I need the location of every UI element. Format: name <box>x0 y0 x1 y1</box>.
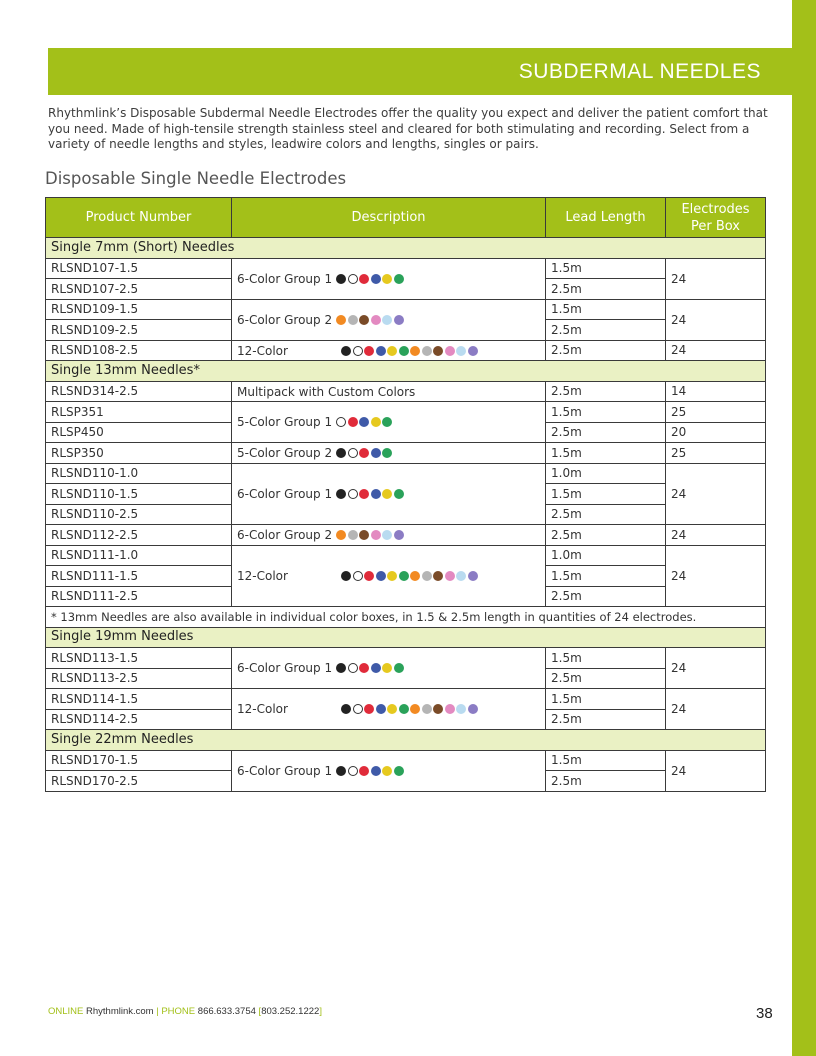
yellow-color-dot <box>382 766 392 776</box>
pink-color-dot <box>445 571 455 581</box>
intro-paragraph: Rhythmlink’s Disposable Subdermal Needle Electrodes offer the quality you expect and deliver the patient comfort that you need. Made of high-tensile strength stainless steel and cleared for both stimulating and recording. Select from a variety of needle lengths and styles, leadwire colors and lengths, singles or pairs. <box>48 106 768 151</box>
pink-color-dot <box>445 704 455 714</box>
color-swatches <box>336 448 392 458</box>
lead-length: 1.5m <box>546 689 666 710</box>
description-text: 6-Color Group 1 <box>237 661 333 676</box>
color-swatches <box>336 417 392 427</box>
lead-length: 1.5m <box>546 299 666 320</box>
brown-color-dot <box>359 530 369 540</box>
lead-length: 1.5m <box>546 648 666 669</box>
description-text: 6-Color Group 2 <box>237 312 333 327</box>
color-swatches <box>336 274 404 284</box>
table-row <box>46 340 766 361</box>
description-text: 5-Color Group 1 <box>237 415 333 430</box>
orange-color-dot <box>410 346 420 356</box>
yellow-color-dot <box>371 417 381 427</box>
white-color-dot <box>353 346 363 356</box>
product-number: RLSND111-1.0 <box>46 545 232 566</box>
description-cell <box>232 689 546 730</box>
description-text: 6-Color Group 1 <box>237 271 333 286</box>
table-row <box>46 258 766 279</box>
product-number: RLSND107-1.5 <box>46 258 232 279</box>
purple-color-dot <box>468 346 478 356</box>
lead-length: 2.5m <box>546 504 666 525</box>
black-color-dot <box>341 704 351 714</box>
product-number: RLSP351 <box>46 402 232 423</box>
blue-color-dot <box>376 346 386 356</box>
blue-color-dot <box>371 448 381 458</box>
lead-length: 2.5m <box>546 709 666 730</box>
table-row <box>46 402 766 423</box>
description-cell <box>232 545 546 607</box>
black-color-dot <box>341 571 351 581</box>
group-label: Single 13mm Needles* <box>46 361 766 382</box>
white-color-dot <box>348 448 358 458</box>
red-color-dot <box>359 663 369 673</box>
description-cell <box>232 299 546 340</box>
description-cell <box>232 750 546 791</box>
per-box: 24 <box>666 545 766 607</box>
product-number: RLSP350 <box>46 443 232 464</box>
per-box: 24 <box>666 299 766 340</box>
group-label: Single 22mm Needles <box>46 730 766 751</box>
product-number: RLSND109-2.5 <box>46 320 232 341</box>
per-box: 14 <box>666 381 766 402</box>
group-row <box>46 238 766 259</box>
lead-length: 1.5m <box>546 750 666 771</box>
blue-color-dot <box>376 704 386 714</box>
phone-label: PHONE <box>161 1006 196 1017</box>
black-color-dot <box>336 766 346 776</box>
color-swatches <box>336 663 404 673</box>
gray-color-dot <box>422 571 432 581</box>
description-cell <box>232 258 546 299</box>
green-color-dot <box>394 274 404 284</box>
lead-length: 2.5m <box>546 668 666 689</box>
green-color-dot <box>399 571 409 581</box>
red-color-dot <box>364 346 374 356</box>
table-row <box>46 525 766 546</box>
gray-color-dot <box>422 346 432 356</box>
brown-color-dot <box>359 315 369 325</box>
product-number: RLSND110-1.5 <box>46 484 232 505</box>
yellow-color-dot <box>387 346 397 356</box>
lead-length: 1.5m <box>546 484 666 505</box>
yellow-color-dot <box>382 489 392 499</box>
lead-length: 2.5m <box>546 340 666 361</box>
product-number: RLSND111-2.5 <box>46 586 232 607</box>
description-text: 12-Color <box>237 343 288 358</box>
lead-length: 2.5m <box>546 586 666 607</box>
green-color-dot <box>399 346 409 356</box>
pink-color-dot <box>371 530 381 540</box>
lead-length: 1.0m <box>546 463 666 484</box>
lead-length: 1.0m <box>546 545 666 566</box>
color-swatches <box>336 315 404 325</box>
product-number: RLSND113-1.5 <box>46 648 232 669</box>
per-box: 24 <box>666 525 766 546</box>
product-number: RLSND108-2.5 <box>46 340 232 361</box>
black-color-dot <box>336 448 346 458</box>
green-color-dot <box>382 448 392 458</box>
black-color-dot <box>341 346 351 356</box>
color-swatches <box>341 704 478 714</box>
purple-color-dot <box>468 704 478 714</box>
gray-color-dot <box>348 530 358 540</box>
description-text: 6-Color Group 1 <box>237 763 333 778</box>
white-color-dot <box>348 489 358 499</box>
product-number: RLSND110-2.5 <box>46 504 232 525</box>
purple-color-dot <box>394 530 404 540</box>
black-color-dot <box>336 274 346 284</box>
product-number: RLSND170-2.5 <box>46 771 232 792</box>
per-box: 20 <box>666 422 766 443</box>
white-color-dot <box>348 766 358 776</box>
white-color-dot <box>336 417 346 427</box>
product-table <box>45 197 766 792</box>
lead-length: 2.5m <box>546 525 666 546</box>
product-number: RLSND110-1.0 <box>46 463 232 484</box>
green-color-dot <box>394 766 404 776</box>
group-row <box>46 627 766 648</box>
per-box: 24 <box>666 340 766 361</box>
phone-number: 866.633.3754 <box>197 1006 256 1017</box>
red-color-dot <box>364 571 374 581</box>
blue-color-dot <box>371 274 381 284</box>
lightblue-color-dot <box>456 704 466 714</box>
brown-color-dot <box>433 704 443 714</box>
black-color-dot <box>336 489 346 499</box>
red-color-dot <box>359 448 369 458</box>
lead-length: 2.5m <box>546 381 666 402</box>
red-color-dot <box>359 489 369 499</box>
gray-color-dot <box>422 704 432 714</box>
side-accent-bar <box>792 0 816 1056</box>
color-swatches <box>336 766 404 776</box>
orange-color-dot <box>410 571 420 581</box>
white-color-dot <box>353 571 363 581</box>
bracket-close: ] <box>319 1006 322 1017</box>
page-banner <box>48 48 792 95</box>
per-box: 25 <box>666 443 766 464</box>
blue-color-dot <box>359 417 369 427</box>
description-cell <box>232 463 546 525</box>
product-number: RLSND114-1.5 <box>46 689 232 710</box>
product-number: RLSP450 <box>46 422 232 443</box>
table-row <box>46 381 766 402</box>
color-swatches <box>336 489 404 499</box>
blue-color-dot <box>376 571 386 581</box>
product-number: RLSND314-2.5 <box>46 381 232 402</box>
lead-length: 2.5m <box>546 771 666 792</box>
description-cell <box>232 402 546 443</box>
alt-phone-number: 803.252.1222 <box>261 1006 320 1017</box>
green-color-dot <box>382 417 392 427</box>
description-text: 5-Color Group 2 <box>237 446 333 460</box>
per-box: 24 <box>666 648 766 689</box>
yellow-color-dot <box>382 274 392 284</box>
website-link[interactable]: Rhythmlink.com <box>86 1006 154 1017</box>
product-number: RLSND114-2.5 <box>46 709 232 730</box>
header-lead-length: Lead Length <box>546 198 666 238</box>
product-number: RLSND109-1.5 <box>46 299 232 320</box>
description-cell <box>232 443 546 464</box>
blue-color-dot <box>371 766 381 776</box>
red-color-dot <box>359 274 369 284</box>
color-swatches <box>341 346 478 356</box>
orange-color-dot <box>336 530 346 540</box>
product-number: RLSND113-2.5 <box>46 668 232 689</box>
description-text: Multipack with Custom Colors <box>237 384 416 399</box>
red-color-dot <box>348 417 358 427</box>
page-number: 38 <box>756 1005 773 1022</box>
footer-contact <box>48 1006 322 1017</box>
lead-length: 2.5m <box>546 320 666 341</box>
purple-color-dot <box>394 315 404 325</box>
lead-length: 1.5m <box>546 566 666 587</box>
green-color-dot <box>394 489 404 499</box>
table-row <box>46 299 766 320</box>
group-label: Single 7mm (Short) Needles <box>46 238 766 259</box>
banner-title: SUBDERMAL NEEDLES <box>518 59 761 83</box>
yellow-color-dot <box>387 704 397 714</box>
color-swatches <box>341 571 478 581</box>
description-text: 12-Color <box>237 569 288 583</box>
color-swatches <box>336 530 404 540</box>
description-text: 6-Color Group 2 <box>237 528 333 542</box>
footnote: * 13mm Needles are also available in individual color boxes, in 1.5 & 2.5m length in quantities of 24 electrodes. <box>46 607 766 628</box>
header-electrodes-per-box: Electrodes Per Box <box>666 198 766 238</box>
table-row <box>46 443 766 464</box>
description-text: 6-Color Group 1 <box>237 487 333 501</box>
lightblue-color-dot <box>456 346 466 356</box>
note-row <box>46 607 766 628</box>
lead-length: 1.5m <box>546 443 666 464</box>
table-header-row <box>46 198 766 238</box>
black-color-dot <box>336 663 346 673</box>
green-color-dot <box>394 663 404 673</box>
lightblue-color-dot <box>456 571 466 581</box>
table-row <box>46 545 766 566</box>
description-cell <box>232 340 546 361</box>
yellow-color-dot <box>387 571 397 581</box>
blue-color-dot <box>371 489 381 499</box>
blue-color-dot <box>371 663 381 673</box>
pink-color-dot <box>371 315 381 325</box>
lightblue-color-dot <box>382 530 392 540</box>
footer-separator: | <box>156 1006 159 1017</box>
red-color-dot <box>364 704 374 714</box>
description-cell <box>232 381 546 402</box>
pink-color-dot <box>445 346 455 356</box>
header-description: Description <box>232 198 546 238</box>
per-box: 24 <box>666 258 766 299</box>
product-number: RLSND170-1.5 <box>46 750 232 771</box>
product-number: RLSND112-2.5 <box>46 525 232 546</box>
white-color-dot <box>353 704 363 714</box>
yellow-color-dot <box>382 663 392 673</box>
product-number: RLSND111-1.5 <box>46 566 232 587</box>
brown-color-dot <box>433 571 443 581</box>
lead-length: 2.5m <box>546 422 666 443</box>
online-label: ONLINE <box>48 1006 84 1017</box>
lightblue-color-dot <box>382 315 392 325</box>
per-box: 24 <box>666 689 766 730</box>
orange-color-dot <box>336 315 346 325</box>
bracket-open: [ <box>258 1006 262 1017</box>
product-number: RLSND107-2.5 <box>46 279 232 300</box>
table-row <box>46 463 766 484</box>
white-color-dot <box>348 274 358 284</box>
per-box: 24 <box>666 750 766 791</box>
description-cell <box>232 525 546 546</box>
table-row <box>46 648 766 669</box>
description-text: 12-Color <box>237 702 288 717</box>
table-row <box>46 750 766 771</box>
header-product-number: Product Number <box>46 198 232 238</box>
orange-color-dot <box>410 704 420 714</box>
brown-color-dot <box>433 346 443 356</box>
gray-color-dot <box>348 315 358 325</box>
description-cell <box>232 648 546 689</box>
per-box: 25 <box>666 402 766 423</box>
green-color-dot <box>399 704 409 714</box>
group-label: Single 19mm Needles <box>46 627 766 648</box>
white-color-dot <box>348 663 358 673</box>
group-row <box>46 361 766 382</box>
lead-length: 1.5m <box>546 258 666 279</box>
section-title: Disposable Single Needle Electrodes <box>45 169 347 188</box>
purple-color-dot <box>468 571 478 581</box>
table-row <box>46 689 766 710</box>
lead-length: 2.5m <box>546 279 666 300</box>
per-box: 24 <box>666 463 766 525</box>
red-color-dot <box>359 766 369 776</box>
lead-length: 1.5m <box>546 402 666 423</box>
group-row <box>46 730 766 751</box>
